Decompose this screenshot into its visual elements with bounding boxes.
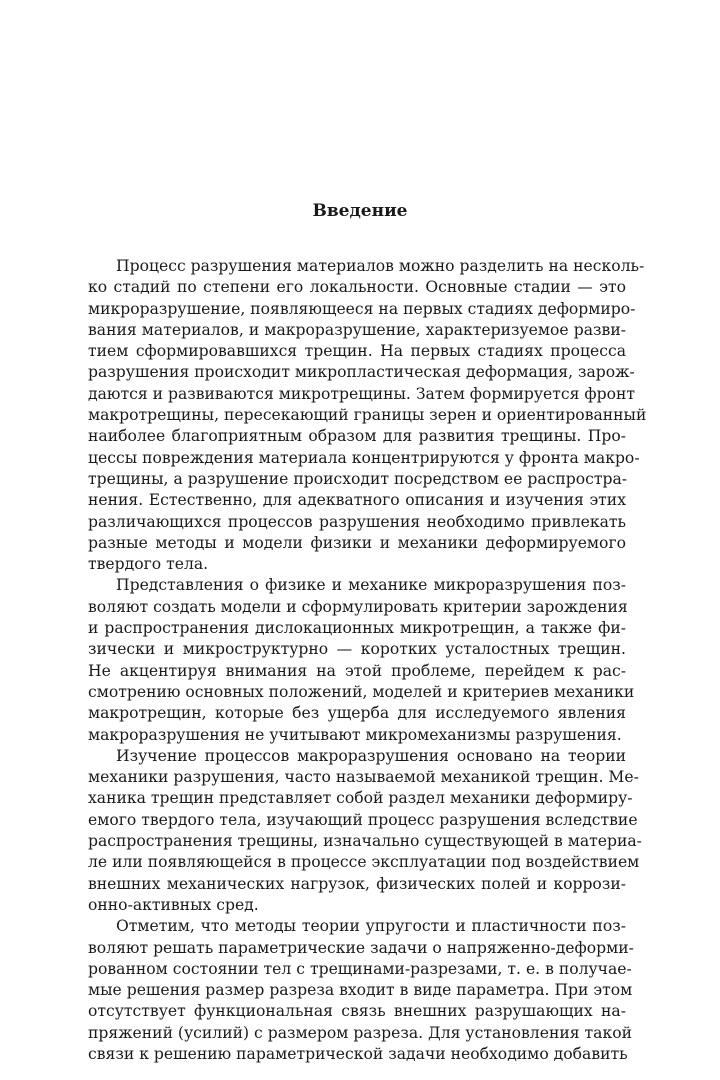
text-line: вания материалов, и макроразрушение, характеризуемое разви- — [88, 320, 626, 339]
text-line: смотрению основных положений, моделей и критериев механики — [88, 682, 635, 701]
text-line: различающихся процессов разрушения необходимо привлекать — [88, 512, 626, 531]
text-line: микроразрушение, появляющееся на первых стадиях деформиро- — [88, 299, 636, 318]
text-line: наиболее благоприятным образом для развития трещины. Про- — [88, 427, 626, 446]
text-line: макротрещин, которые без ущерба для исследуемого явления — [88, 704, 626, 723]
text-line: ханика трещин представляет собой раздел механики деформиру- — [88, 789, 633, 808]
text-line: рованном состоянии тел с трещинами-разрезами, т. е. в получае- — [88, 959, 632, 978]
text-line: механики разрушения, часто называемой механикой трещин. Ме- — [88, 768, 639, 787]
text-line: распространения трещины, изначально существующей в материа- — [88, 832, 642, 851]
text-line: нения. Естественно, для адекватного описания и изучения этих — [88, 491, 626, 510]
section-heading: Введение — [312, 201, 408, 221]
text-line: онно-активных сред. — [88, 895, 259, 914]
text-line: Процесс разрушения материалов можно разделить на несколь- — [116, 257, 645, 275]
text-line: Отметим, что методы теории упругости и пластичности поз- — [116, 917, 626, 936]
body-text — [88, 256, 647, 1065]
text-line: Представления о физике и механике микроразрушения поз- — [116, 576, 626, 595]
text-line: емого твердого тела, изучающий процесс разрушения вследствие — [88, 810, 638, 829]
text-line: зически и микроструктурно — коротких усталостных трещин. — [88, 640, 626, 659]
text-line: макроразрушения не учитывают микромеханизмы разрушения. — [88, 725, 622, 744]
text-line: разрушения происходит микропластическая деформация, зарож- — [88, 363, 635, 382]
text-line: цессы повреждения материала концентрируются у фронта макро- — [88, 448, 640, 467]
text-line: макротрещины, пересекающий границы зерен и ориентированный — [88, 406, 647, 425]
text-line: тием сформировавшихся трещин. На первых стадиях процесса — [88, 342, 626, 361]
text-line: трещины, а разрушение происходит посредством ее распростра- — [88, 469, 628, 488]
text-line: пряжений (усилий) с размером разреза. Для установления такой — [88, 1023, 632, 1042]
text-line: даются и развиваются микротрещины. Затем формируется фронт — [88, 384, 636, 403]
text-line: и распространения дислокационных микротрещин, а также фи- — [88, 619, 626, 638]
text-line: Не акцентируя внимания на этой проблеме, перейдем к рас- — [88, 661, 626, 680]
text-line: внешних механических нагрузок, физических полей и коррози- — [88, 874, 626, 893]
text-line: мые решения размер разреза входит в виде параметра. При этом — [88, 981, 633, 1000]
text-line: связи к решению параметрической задачи необходимо добавить — [88, 1044, 628, 1063]
text-line: Изучение процессов макроразрушения основано на теории — [116, 746, 626, 765]
text-line: отсутствует функциональная связь внешних разрушающих на- — [88, 1002, 626, 1021]
text-line: твердого тела. — [88, 555, 209, 574]
text-line: ле или появляющейся в процессе эксплуатации под воздействием — [88, 853, 640, 872]
text-line: воляют создать модели и сформулировать критерии зарождения — [88, 597, 628, 616]
text-line: разные методы и модели физики и механики деформируемого — [88, 533, 626, 552]
text-line: ко стадий по степени его локальности. Основные стадии — это — [88, 278, 626, 297]
text-line: воляют решать параметрические задачи о напряженно-деформи- — [88, 938, 634, 957]
